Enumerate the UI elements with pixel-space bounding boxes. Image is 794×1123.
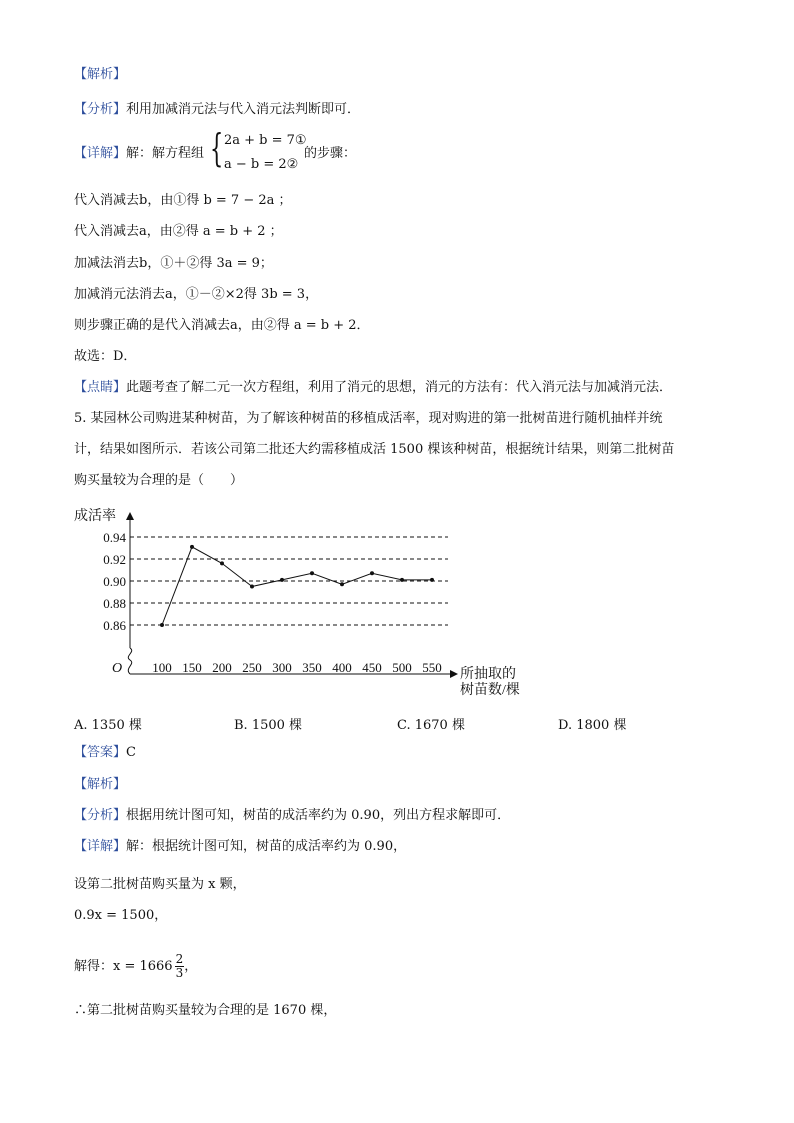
- x-tick-label: 250: [242, 660, 262, 675]
- step-3: 加减法消去b，①＋②得 3a = 9；: [74, 256, 273, 271]
- xiangjie-text: 解：解方程组: [126, 146, 205, 161]
- step-5: 则步骤正确的是代入消减去a，由②得 a = b + 2．: [74, 318, 370, 333]
- daan-tag: 【答案】: [74, 745, 127, 760]
- steps-suffix: 的步骤：: [304, 146, 357, 161]
- fenxi-text-2: 根据用统计图可知，树苗的成活率约为 0.90，列出方程求解即可．: [126, 808, 511, 823]
- option-d: D. 1800 棵: [558, 718, 627, 733]
- jiexi-heading-2: 【解析】: [74, 777, 127, 792]
- x-tick-label: 550: [422, 660, 442, 675]
- solution-line: [74, 952, 197, 982]
- option-c: C. 1670 棵: [397, 718, 465, 733]
- question-5-line-2: 计，结果如图所示．若该公司第二批还大约需移植成活 1500 棵该种树苗，根据统计结果，则第二批树苗: [74, 442, 675, 457]
- survival-rate-line-chart: [0, 500, 794, 700]
- fenxi-tag-2: 【分析】: [74, 808, 127, 823]
- x-tick-label: 400: [332, 660, 352, 675]
- solution-suffix: ，: [184, 959, 198, 974]
- data-point: [160, 623, 164, 627]
- origin-label: O: [112, 661, 123, 676]
- data-point: [370, 571, 374, 575]
- x-tick-label: 200: [212, 660, 232, 675]
- data-point: [250, 585, 254, 589]
- chart-marks: [160, 545, 434, 627]
- set-variable-line: 设第二批树苗购买量为 x 颗，: [74, 877, 246, 892]
- fenxi-tag: 【分析】: [74, 102, 127, 117]
- x-tick-label: 350: [302, 660, 322, 675]
- xiangjie-tag: 【详解】: [74, 146, 127, 161]
- axis-break: [128, 648, 131, 674]
- xiangjie-line: [74, 145, 204, 163]
- jiexi-heading: 【解析】: [74, 67, 127, 82]
- dianjing-text: 此题考查了解二元一次方程组，利用了消元的思想，消元的方法有：代入消元法与加减消元法．: [126, 380, 673, 395]
- chart-axes: [128, 514, 456, 674]
- fraction-numerator: 2: [175, 952, 184, 966]
- x-tick-label: 100: [152, 660, 172, 675]
- equation-2: a − b = 2②: [224, 157, 299, 172]
- fenxi-line-2: [74, 807, 510, 825]
- equation-line: 0.9x = 1500，: [74, 908, 168, 923]
- question-5-line-1: 5. 某园林公司购进某种树苗，为了解该种树苗的移植成活率，现对购进的第一批树苗进行随机抽样并统: [74, 411, 663, 426]
- xiangjie-line-2: [74, 838, 406, 856]
- fraction-denominator: 3: [175, 966, 184, 980]
- y-tick-label: 0.88: [103, 596, 126, 611]
- daan-text: C: [126, 745, 136, 760]
- xiangjie-tag-2: 【详解】: [74, 839, 127, 854]
- daan-line: [74, 744, 136, 762]
- data-point: [280, 578, 284, 582]
- question-5-line-3: 购买量较为合理的是（ ）: [74, 473, 244, 488]
- equation-brace: {: [210, 126, 224, 170]
- x-axis-label-line-1: 所抽取的: [460, 667, 516, 682]
- x-tick-label: 150: [182, 660, 202, 675]
- step-2: 代入消减去a，由②得 a = b + 2 ；: [74, 224, 283, 239]
- data-point: [400, 578, 404, 582]
- fenxi-line: [74, 101, 360, 119]
- answer-choice: 故选：D．: [74, 349, 137, 364]
- y-tick-label: 0.86: [103, 618, 126, 633]
- x-tick-label: 300: [272, 660, 292, 675]
- data-point: [310, 571, 314, 575]
- step-4: 加减消元法消去a，①－②×2得 3b = 3，: [74, 287, 319, 302]
- chart-gridlines: [130, 537, 448, 625]
- x-tick-label: 500: [392, 660, 412, 675]
- dianjing-line: [74, 379, 672, 397]
- fenxi-text: 利用加减消元法与代入消元法判断即可．: [126, 102, 361, 117]
- y-tick-label: 0.90: [103, 574, 126, 589]
- option-b: B. 1500 棵: [234, 718, 303, 733]
- y-axis-label: 成活率: [74, 509, 116, 524]
- conclusion-line: ∴第二批树苗购买量较为合理的是 1670 棵，: [74, 1003, 337, 1018]
- dianjing-tag: 【点睛】: [74, 380, 127, 395]
- x-tick-label: 450: [362, 660, 382, 675]
- y-tick-label: 0.92: [103, 552, 126, 567]
- xiangjie-text-2: 解：根据统计图可知，树苗的成活率约为 0.90，: [126, 839, 407, 854]
- data-point: [340, 582, 344, 586]
- y-tick-label: 0.94: [103, 530, 126, 545]
- data-point: [190, 545, 194, 549]
- solution-prefix: 解得：x = 1666: [74, 959, 173, 974]
- x-axis-label-line-2: 树苗数/棵: [460, 683, 520, 698]
- data-point: [430, 578, 434, 582]
- solution-fraction: [175, 953, 185, 980]
- equation-1: 2a + b = 7①: [224, 133, 307, 148]
- step-1: 代入消减去b，由①得 b = 7 − 2a ；: [74, 193, 292, 208]
- option-a: A. 1350 棵: [74, 718, 142, 733]
- data-point: [220, 561, 224, 565]
